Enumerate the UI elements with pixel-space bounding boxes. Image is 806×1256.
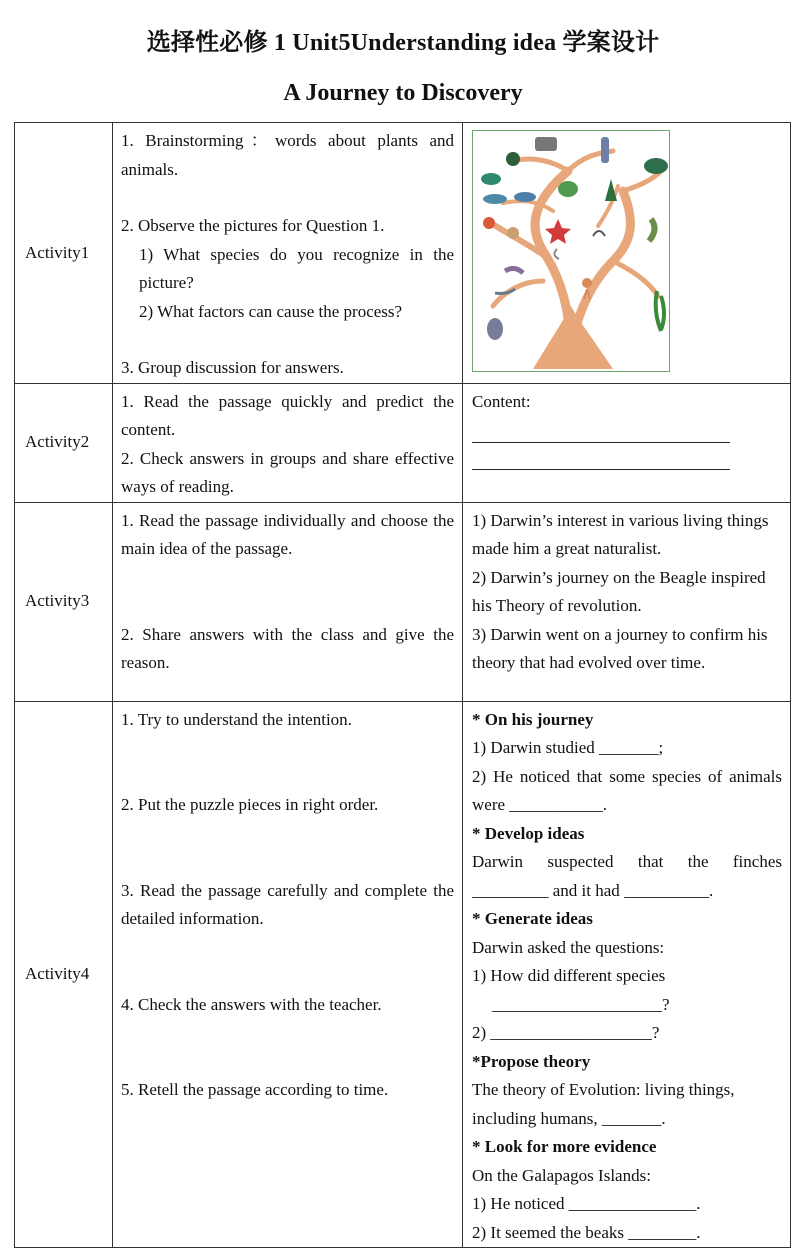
step-text: 1. Brainstorming：words about plants and animals. — [121, 131, 454, 179]
step-text: 4. Check the answers with the teacher. — [121, 994, 382, 1014]
activity-steps — [113, 701, 463, 1248]
fill-in-line: 2) He noticed that some species of animals were ___________. — [472, 766, 782, 814]
step-text: 1. Try to understand the intention. — [121, 709, 352, 729]
activity-steps — [113, 502, 463, 701]
table-row — [15, 502, 791, 701]
answer-blank-line[interactable] — [472, 416, 730, 443]
activity-label: Activity2 — [15, 383, 113, 502]
fill-in-line: 1) How did different species — [472, 966, 666, 985]
table-row — [15, 383, 791, 502]
option-text: 1) Darwin’s interest in various living things made him a great naturalist. — [472, 510, 769, 558]
table-row — [15, 123, 791, 384]
step-text: 3. Read the passage carefully and complete the detailed information. — [121, 880, 454, 928]
evolution-tree-icon — [473, 131, 669, 371]
step-subitem: 1) What species do you recognize in the picture? — [139, 244, 454, 292]
fill-in-line: 2) It seemed the beaks ________. — [472, 1222, 701, 1242]
activity-answer-cell — [463, 383, 791, 502]
section-heading: * Develop ideas — [472, 823, 585, 843]
step-text: 2. Put the puzzle pieces in right order. — [121, 795, 379, 814]
section-heading: * Generate ideas — [472, 909, 593, 928]
option-text: 2) Darwin’s journey on the Beagle inspired his Theory of revolution. — [472, 567, 766, 615]
option-text: 3) Darwin went on a journey to confirm his theory that had evolved over time. — [472, 624, 768, 672]
fill-in-line: The theory of Evolution: living things, including humans, _______. — [472, 1080, 735, 1128]
fill-in-line: On the Galapagos Islands: — [472, 1165, 651, 1185]
step-text: 2. Observe the pictures for Question 1. — [121, 216, 385, 235]
fill-in-line: Darwin suspected that the finches _________ and it had __________. — [472, 852, 782, 900]
content-label: Content: — [472, 391, 531, 411]
activity-table — [14, 122, 791, 1248]
document-subtitle: A Journey to Discovery — [283, 80, 523, 106]
activity-label: Activity4 — [15, 701, 113, 1248]
activity-steps — [113, 383, 463, 502]
evolution-tree-picture — [472, 130, 670, 372]
fill-in-line: 2) ___________________? — [472, 1023, 660, 1042]
step-text: 2. Share answers with the class and give the reason. — [121, 624, 454, 672]
table-row — [15, 701, 791, 1248]
fill-in-line: 1) Darwin studied _______; — [472, 738, 664, 757]
step-text: 5. Retell the passage according to time. — [121, 1080, 389, 1099]
step-subitem: 2) What factors can cause the process? — [139, 301, 403, 321]
fill-in-line: Darwin asked the questions: — [472, 937, 665, 957]
activity-steps — [113, 123, 463, 384]
activity-label: Activity3 — [15, 502, 113, 701]
section-heading: * Look for more evidence — [472, 1137, 657, 1156]
step-text: 2. Check answers in groups and share effective ways of reading. — [121, 448, 454, 496]
step-text: 3. Group discussion for answers. — [121, 358, 344, 377]
activity-label: Activity1 — [15, 123, 113, 384]
fill-in-line: ____________________? — [492, 994, 670, 1014]
activity-answer-cell — [463, 701, 791, 1248]
activity-answer-cell — [463, 502, 791, 701]
step-text: 1. Read the passage individually and choose the main idea of the passage. — [121, 510, 454, 558]
fill-in-line: 1) He noticed _______________. — [472, 1194, 701, 1213]
activity-image-cell — [463, 123, 791, 384]
document-title: 选择性必修 1 Unit5Understanding idea 学案设计 — [146, 30, 660, 56]
section-heading: *Propose theory — [472, 1051, 591, 1071]
answer-blank-line[interactable] — [472, 443, 730, 470]
section-heading: * On his journey — [472, 709, 594, 729]
step-text: 1. Read the passage quickly and predict the content. — [121, 391, 454, 439]
